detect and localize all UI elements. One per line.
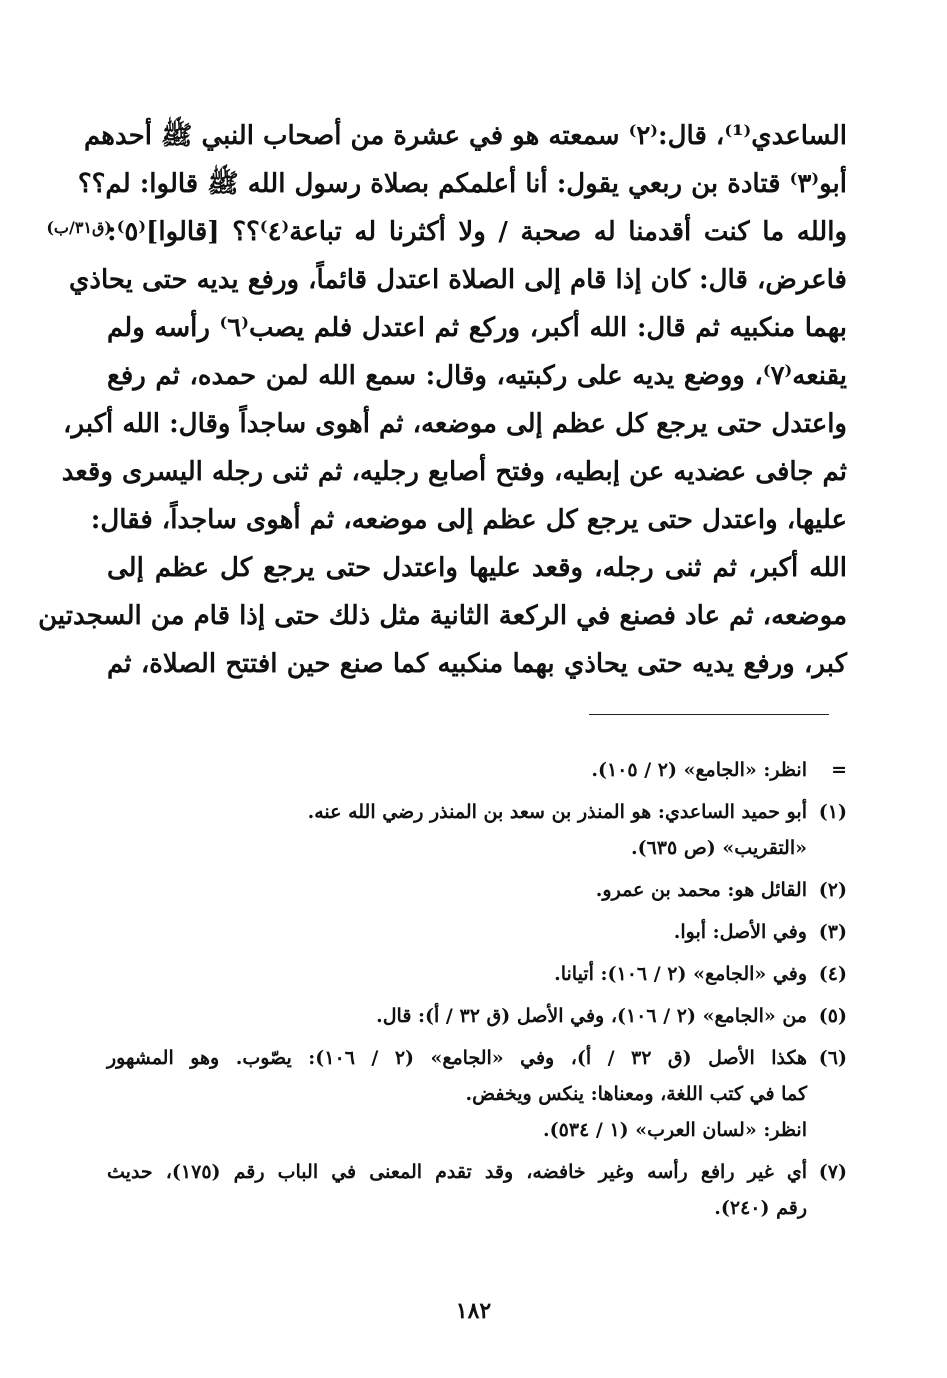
manuscript-folio-note: (ق٣١/ب) bbox=[46, 218, 112, 237]
footnote-6 bbox=[107, 1040, 847, 1148]
main-text-line: الساعدي⁽¹⁾، قال:⁽٢⁾ سمعته هو في عشرة من أصحاب النبي ﷺ أحدهم bbox=[83, 121, 847, 151]
footnote-marker: (١) bbox=[818, 801, 847, 823]
footnote-line: أبو حميد الساعدي: هو المنذر بن سعد بن المنذر رضي الله عنه. bbox=[307, 801, 807, 823]
footnote-line: انظر: «الجامع» (٢ / ١٠٥). bbox=[591, 759, 807, 781]
footnote-line: كما في كتب اللغة، ومعناها: ينكس ويخفض. bbox=[465, 1083, 807, 1105]
footnote-continuation bbox=[107, 752, 847, 788]
footnote-body bbox=[107, 998, 807, 1034]
footnote-body bbox=[107, 794, 807, 866]
footnote-line: القائل هو: محمد بن عمرو. bbox=[595, 879, 807, 901]
footnote-marker: (٣) bbox=[818, 921, 847, 943]
footnote-line: رقم (٢٤٠). bbox=[714, 1197, 807, 1219]
footnote-marker: (٧) bbox=[818, 1161, 847, 1183]
main-text-line: فاعرض، قال: كان إذا قام إلى الصلاة اعتدل قائماً، ورفع يديه حتى يحاذي bbox=[69, 265, 847, 295]
footnote-line: أي غير رافع رأسه وغير خافضه، وقد تقدم المعنى في الباب رقم (١٧٥)، حديث bbox=[107, 1161, 808, 1183]
footnote-line: «التقريب» (ص ٦٣٥). bbox=[630, 837, 807, 859]
footnote-marker: (٦) bbox=[818, 1047, 847, 1069]
footnote-marker: (٢) bbox=[818, 879, 847, 901]
footnote-marker: (٤) bbox=[818, 963, 847, 985]
footnote-body bbox=[107, 914, 807, 950]
footnote-marker: (٥) bbox=[818, 1005, 847, 1027]
footnote-7 bbox=[107, 1154, 847, 1226]
main-text-line: موضعه، ثم عاد فصنع في الركعة الثانية مثل ذلك حتى إذا قام من السجدتين bbox=[38, 601, 847, 631]
footnote-line: هكذا الأصل (ق ٣٢ / أ)، وفي «الجامع» (٢ / ١٠٦): يصّوب. وهو المشهور bbox=[107, 1047, 807, 1069]
footnote-body bbox=[107, 1040, 807, 1148]
page-number: ١٨٢ bbox=[455, 1298, 492, 1324]
footnote-line: وفي «الجامع» (٢ / ١٠٦): أتيانا. bbox=[554, 963, 807, 985]
main-text-line: يقنعه⁽٧⁾، ووضع يديه على ركبتيه، وقال: سمع الله لمن حمده، ثم رفع bbox=[107, 361, 847, 391]
footnote-line: انظر: «لسان العرب» (١ / ٥٣٤). bbox=[543, 1119, 807, 1141]
footnotes-block bbox=[107, 752, 847, 1232]
footnote-body bbox=[107, 956, 807, 992]
main-text-line: أبو⁽٣⁾ قتادة بن ربعي يقول: أنا أعلمكم بصلاة رسول الله ﷺ قالوا: لم؟؟ bbox=[77, 169, 847, 199]
main-text-line: واعتدل حتى يرجع كل عظم إلى موضعه، ثم أهوى ساجداً وقال: الله أكبر، bbox=[63, 409, 847, 439]
footnote-2 bbox=[107, 872, 847, 908]
footnote-body bbox=[107, 872, 807, 908]
footnote-1 bbox=[107, 794, 847, 866]
footnote-body bbox=[107, 1154, 807, 1226]
footnote-body bbox=[107, 752, 807, 788]
main-text-line: بهما منكبيه ثم قال: الله أكبر، وركع ثم اعتدل فلم يصب⁽٦⁾ رأسه ولم bbox=[107, 313, 847, 343]
footnote-separator bbox=[589, 714, 829, 715]
main-text-line: عليها، واعتدل حتى يرجع كل عظم إلى موضعه، ثم أهوى ساجداً، فقال: bbox=[90, 505, 847, 535]
main-text-line: ثم جافى عضديه عن إبطيه، وفتح أصابع رجليه، ثم ثنى رجله اليسرى وقعد bbox=[61, 457, 847, 487]
footnote-5 bbox=[107, 998, 847, 1034]
main-text-line: كبر، ورفع يديه حتى يحاذي بهما منكبيه كما صنع حين افتتح الصلاة، ثم bbox=[107, 649, 847, 679]
main-text-line: الله أكبر، ثم ثنى رجله، وقعد عليها واعتدل حتى يرجع كل عظم إلى bbox=[107, 553, 847, 583]
footnote-marker: = bbox=[831, 759, 847, 781]
footnote-4 bbox=[107, 956, 847, 992]
main-text-line: والله ما كنت أقدمنا له صحبة / ولا أكثرنا له تباعة⁽٤⁾؟؟ [قالوا]⁽٥⁾: bbox=[107, 217, 848, 247]
footnote-3 bbox=[107, 914, 847, 950]
footnote-line: وفي الأصل: أبوا. bbox=[673, 921, 807, 943]
footnote-line: من «الجامع» (٢ / ١٠٦)، وفي الأصل (ق ٣٢ / أ): قال. bbox=[376, 1005, 807, 1027]
